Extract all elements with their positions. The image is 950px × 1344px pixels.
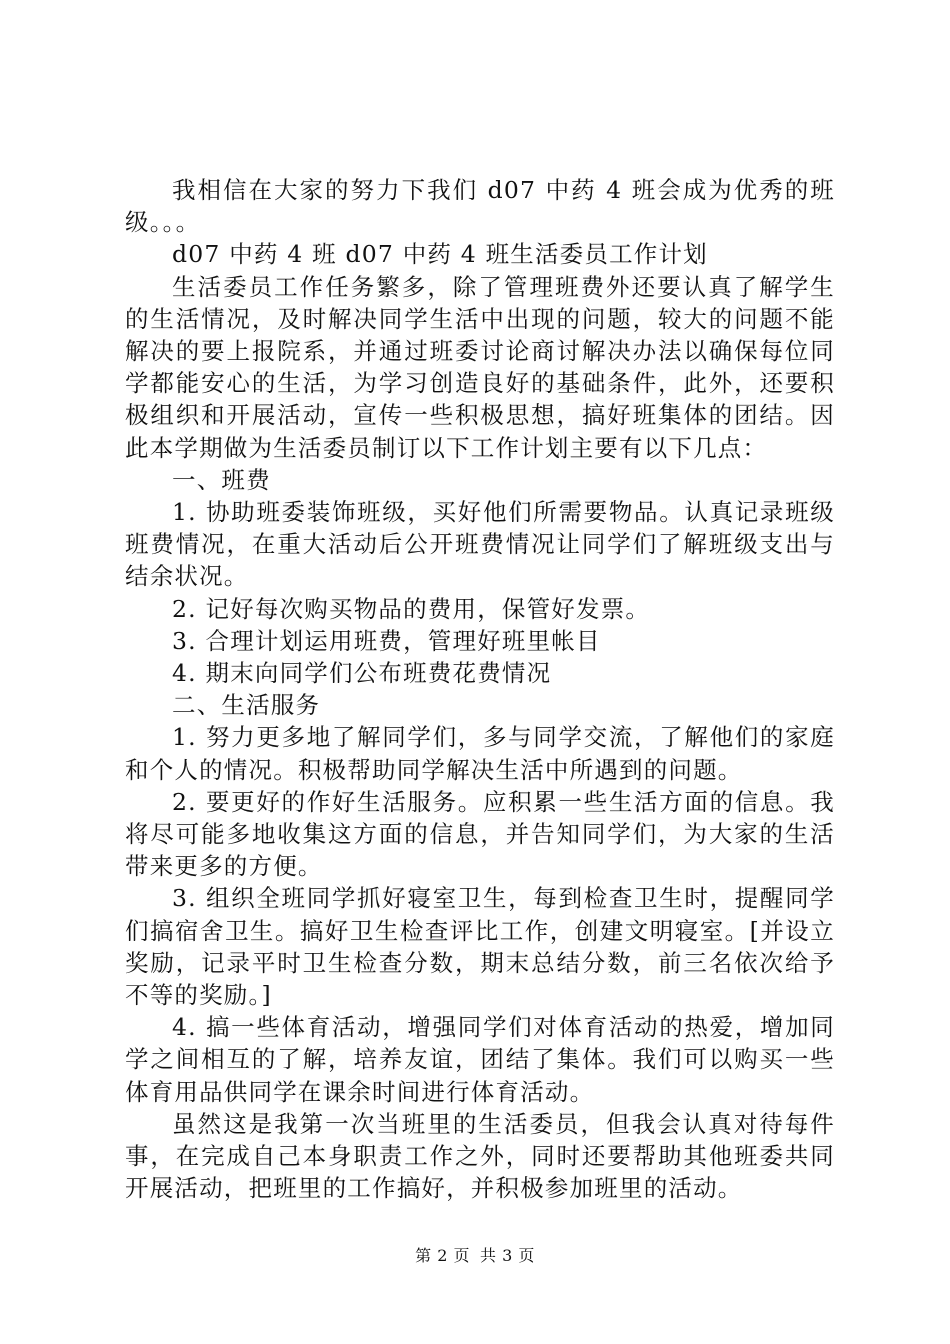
page-total: 共 3 页	[480, 1246, 535, 1265]
section-heading-life-service: 二、生活服务	[172, 691, 321, 720]
document-body	[125, 174, 835, 1205]
list-item: 4. 搞一些体育活动，增强同学们对体育活动的热爱，增加同学之间相互的了解，培养友谊，团结了集体。我们可以购买一些体育用品供同学在课余时间进行体育活动。	[125, 1013, 835, 1106]
page-number: 第 2 页	[415, 1246, 470, 1265]
list-item: 3. 组织全班同学抓好寝室卫生，每到检查卫生时，提醒同学们搞宿舍卫生。搞好卫生检查评比工作，创建文明寝室。[并设立奖励，记录平时卫生检查分数，期末总结分数，前三名依次给予不等的奖励。]	[125, 884, 835, 1010]
list-item: 3. 合理计划运用班费，管理好班里帐目	[172, 626, 601, 655]
list-item: 4. 期末向同学们公布班费花费情况	[172, 659, 552, 688]
conclusion-paragraph: 虽然这是我第一次当班里的生活委员，但我会认真对待每件事，在完成自己本身职责工作之外，同时还要帮助其他班委共同开展活动，把班里的工作搞好，并积极参加班里的活动。	[125, 1109, 835, 1203]
section-heading-class-fees: 一、班费	[172, 465, 271, 494]
list-item: 1. 努力更多地了解同学们，多与同学交流，了解他们的家庭和个人的情况。积极帮助同学解决生活中所遇到的问题。	[125, 723, 835, 784]
document-title: d07 中药 4 班 d07 中药 4 班生活委员工作计划	[172, 240, 708, 269]
list-item: 2. 要更好的作好生活服务。应积累一些生活方面的信息。我将尽可能多地收集这方面的信息，并告知同学们，为大家的生活带来更多的方便。	[125, 787, 835, 881]
intro-paragraph: 生活委员工作任务繁多，除了管理班费外还要认真了解学生的生活情况，及时解决同学生活中出现的问题，较大的问题不能解决的要上报院系，并通过班委讨论商讨解决办法以确保每位同学都能安心的生活，为学习创造良好的基础条件，此外，还要积极组织和开展活动，宣传一些积极思想，搞好班集体的团结。因此本学期做为生活委员制订以下工作计划主要有以下几点：	[125, 272, 835, 462]
list-item: 1. 协助班委装饰班级，买好他们所需要物品。认真记录班级班费情况，在重大活动后公开班费情况让同学们了解班级支出与结余状况。	[125, 498, 835, 591]
closing-paragraph: 我相信在大家的努力下我们 d07 中药 4 班会成为优秀的班级。。。	[125, 176, 835, 237]
list-item: 2. 记好每次购买物品的费用，保管好发票。	[172, 594, 651, 623]
page-footer	[0, 1246, 950, 1266]
